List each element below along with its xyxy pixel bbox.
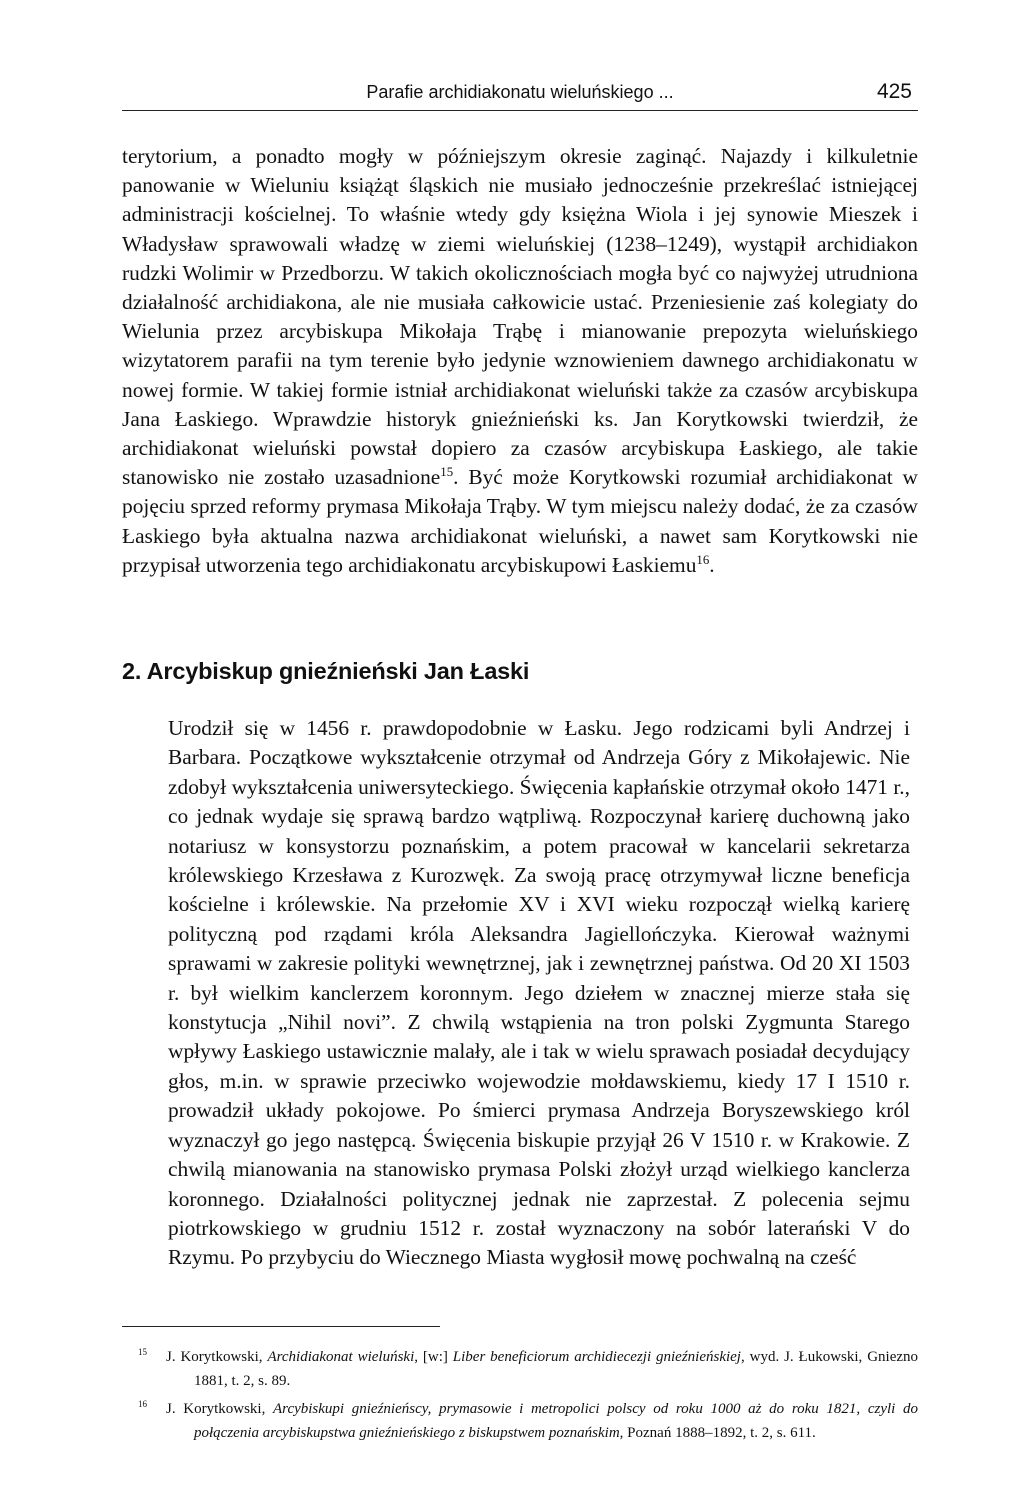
footnote-title: Arcybiskupi gnieźnieńscy, prymasowie i metropolici polscy od roku 1000 aż do roku 1821, czyli do połączenia arcybiskupstwa gnieźnieńskiego z biskupstwem poznańskim [194, 1401, 918, 1441]
footnotes [138, 1345, 919, 1445]
footnote-ref[interactable]: 16 [696, 552, 710, 567]
paragraph-text: terytorium, a ponadto mogły w późniejszym okresie zaginąć. Najazdy i kilkuletnie panowanie w Wieluniu książąt śląskich nie musiało jednocześnie przekreślać istniejącej administracji kościelnej. To właśnie wtedy gdy księżna Wiola i jej synowie Mieszek i Władysław sprawowali władzę w ziemi wieluńskiej (1238–1249), wystąpił archidiakon rudzki Wolimir w Przedborzu. W takich okolicznościach mogła być co najwyżej utrudniona działalność archidiakona, ale nie musiała całkowicie ustać. Przeniesienie zaś kolegiaty do Wielunia przez arcybiskupa Mikołaja Trąbę i mianowanie prepozyta wieluńskiego wizytatorem parafii na tym terenie było jedynie wznowieniem dawnego archidiakonatu w nowej formie. W takiej formie istniał archidiakonat wieluński także za czasów arcybiskupa Jana Łaskiego. Wprawdzie historyk gnieźnieński ks. Jan Korytkowski twierdził, że archidiakonat wieluński powstał dopiero za czasów arcybiskupa Łaskiego, ale takie stanowisko nie zostało uzasadnione [122, 144, 918, 490]
footnote-rest: , Poznań 1888–1892, t. 2, s. 611. [619, 1425, 816, 1441]
footnote-ref[interactable]: 15 [440, 465, 454, 480]
footnote-title: Archidiakonat wieluński [267, 1349, 415, 1365]
body-text [122, 142, 918, 580]
footnote-author: J. Korytkowski, [166, 1349, 268, 1365]
section-heading: 2. Arcybiskup gnieźnieński Jan Łaski [122, 658, 530, 684]
footnote-15: $^{15}$ J. Korytkowski, Archidiakonat wieluński, [w:] Liber beneficiorum archidiecezji gnieźnieńskiej, wyd. J. Łukowski, Gniezno 1881, t. 2, s. 89. [138, 1347, 919, 1389]
footnote-rest: , wyd. J. Łukowski, Gniezno 1881, t. 2, s. 89. [194, 1349, 919, 1389]
footnote-source: Liber beneficiorum archidiecezji gnieźnieńskiej [452, 1349, 741, 1365]
running-head: Parafie archidiakonatu wieluńskiego ... [366, 82, 674, 102]
paragraph-text: . Być może Korytkowski rozumiał archidiakonat w pojęciu sprzed reformy prymasa Mikołaja Trąby. W tym miejscu należy dodać, że za czasów Łaskiego była aktualna nazwa archidiakonat wieluński, a nawet sam Korytkowski nie przypisał utworzenia tego archidiakonatu arcybiskupowi Łaskiemu [122, 465, 918, 577]
paragraph: Urodził się w 1456 r. prawdopodobnie w Łasku. Jego rodzicami byli Andrzej i Barbara. Początkowe wykształcenie otrzymał od Andrzeja Góry z Mikołajewic. Nie zdobył wykształcenia uniwersyteckiego. Święcenia kapłańskie otrzymał około 1471 r., co jednak wydaje się sprawą bardzo wątpliwą. Rozpoczynał karierę duchowną jako notariusz w konsystorzu poznańskim, a potem pracował w kancelarii sekretarza królewskiego Krzesława z Kurozwęk. Za swoją pracę otrzymywał liczne beneficja kościelne i królewskie. Na przełomie XV i XVI wieku rozpoczął wielką karierę polityczną pod rządami króla Aleksandra Jagiellończyka. Kierował ważnymi sprawami w zakresie polityki wewnętrznej, jak i zewnętrznej państwa. Od 20 XI 1503 r. był wielkim kanclerzem koronnym. Jego dziełem w znacznej mierze stała się konstytucja „Nihil novi”. Z chwilą wstąpienia na tron polski Zygmunta Starego wpływy Łaskiego ustawicznie malały, ale i tak w wielu sprawach posiadał decydujący głos, m.in. w sprawie przeciwko wojewodzie mołdawskiemu, kiedy 17 I 1510 r. prowadził układy pokojowe. Po śmierci prymasa Andrzeja Boryszewskiego król wyznaczył go jego następcą. Święcenia biskupie przyjął 26 V 1510 r. w Krakowie. Z chwilą mianowania na stanowisko prymasa Polski złożył urząd wielkiego kanclerza koronnego. Działalności politycznej jednak nie zaprzestał. Z polecenia sejmu piotrkowskiego w grudniu 1512 r. został wyznaczony na sobór laterański V do Rzymu. Po przybyciu do Wiecznego Miasta wygłosił mowę pochwalną na cześć [168, 716, 910, 1270]
page-header [122, 78, 918, 111]
footnote-author: J. Korytkowski, [166, 1401, 273, 1417]
footnote-16: $^{16}$ J. Korytkowski, Arcybiskupi gnieźnieńscy, prymasowie i metropolici polscy od roku 1000 aż do roku 1821, czyli do połączenia arcybiskupstwa gnieźnieńskiego z biskupstwem poznańskim, Poznań 1888–1892, t. 2, s. 611. [138, 1399, 918, 1441]
paragraph-text: . [709, 552, 715, 577]
paragraph [122, 142, 918, 580]
footnote-mid: , [w:] [414, 1349, 453, 1365]
section-text [168, 714, 910, 1273]
footnote-separator [122, 1326, 440, 1327]
page-number: 425 [876, 80, 912, 103]
